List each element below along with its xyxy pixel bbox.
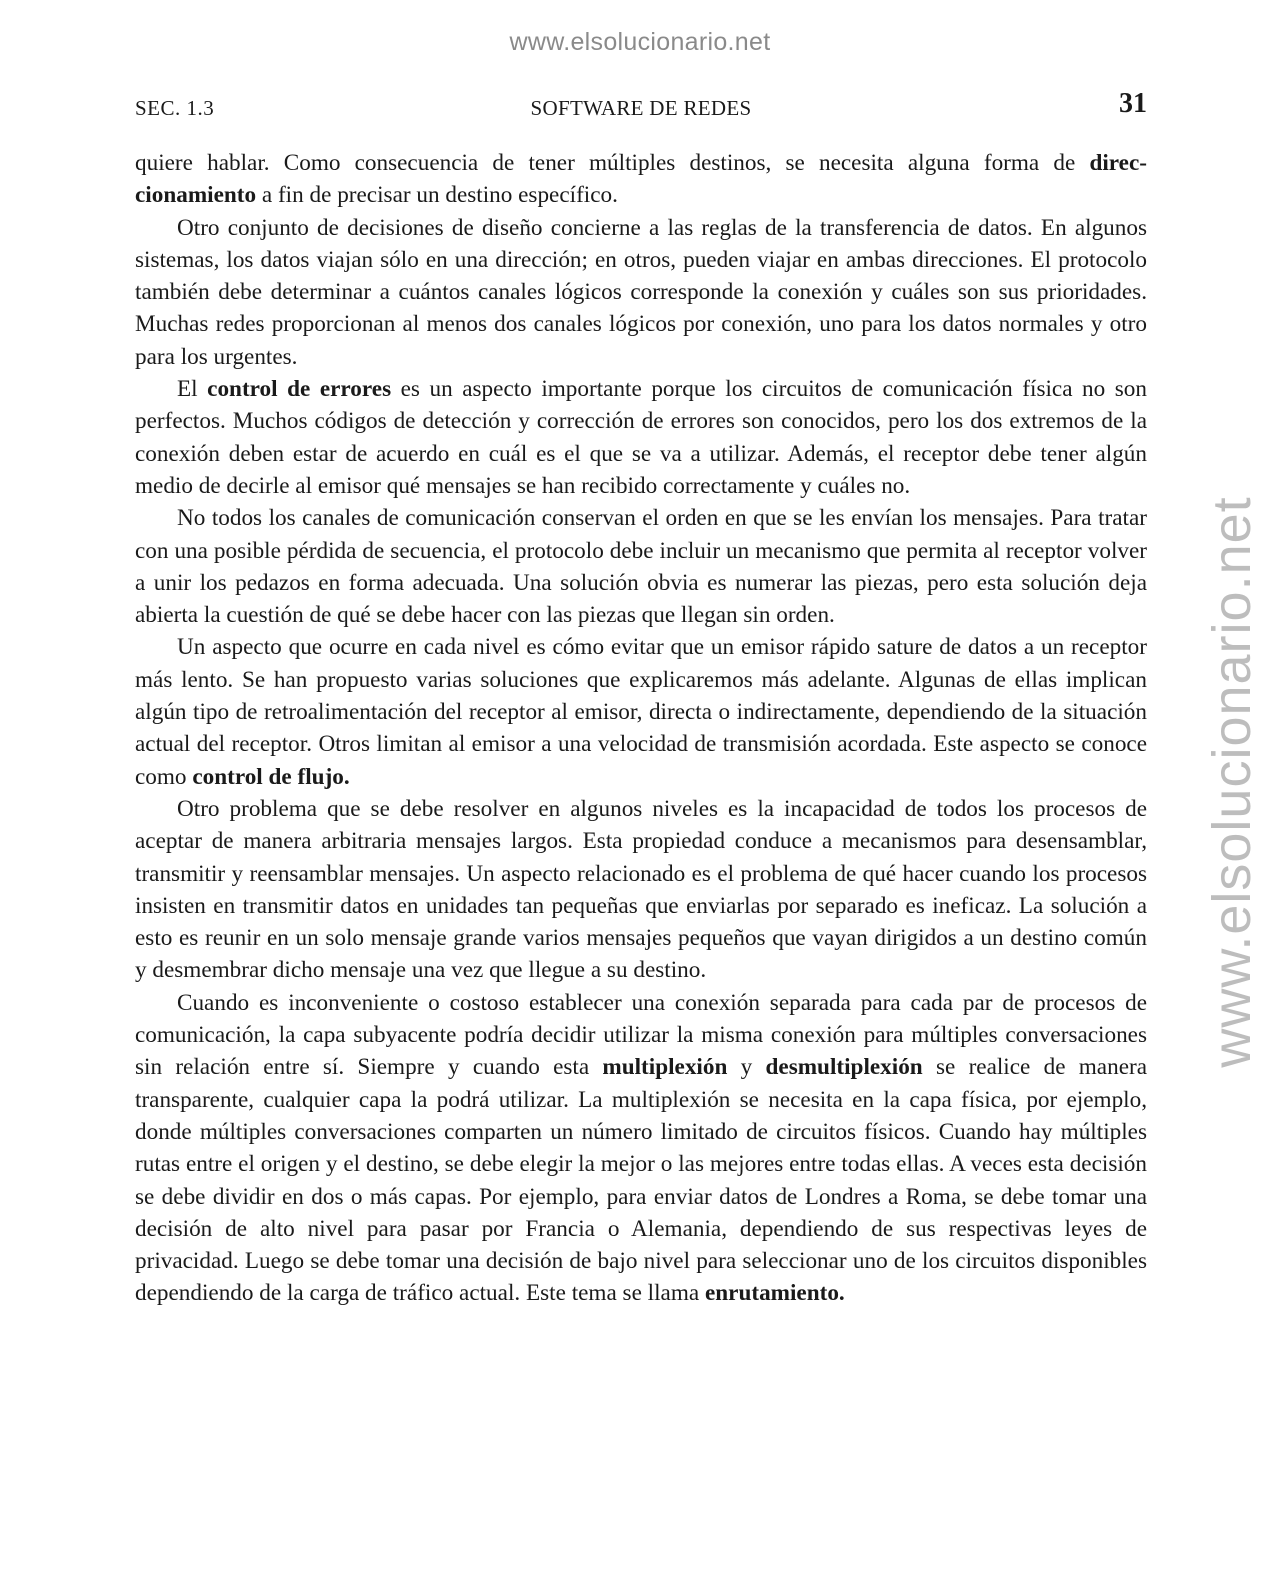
paragraph-5 [135,631,1147,792]
paragraph-3 [135,373,1147,502]
paragraph-text: se realice de manera transparente, cualquier capa la podrá utilizar. La multiplexión se necesita en la capa física, por ejemplo, donde múltiples conversaciones comparten un número limitado de circuitos físicos. Cuando hay múltiples rutas entre el origen y el destino, se debe elegir la mejor o las mejores entre todas ellas. A veces esta decisión se debe dividir en dos o más capas. Por ejemplo, para enviar datos de Londres a Roma, se debe tomar una decisión de alto nivel para pasar por Francia o Alemania, dependiendo de sus respectivas leyes de privacidad. Luego se debe tomar una decisión de bajo nivel para seleccionar uno de los circuitos disponibles dependiendo de la carga de tráfico actual. Este tema se llama [135,1054,1147,1307]
paragraph-4 [135,502,1147,631]
paragraph-6 [135,793,1147,987]
paragraph-2 [135,212,1147,373]
page-number: 31 [1119,88,1147,119]
paragraph-1 [135,147,1147,212]
running-head [135,88,1147,128]
bold-term-multiplexion: multiplexión [602,1054,728,1081]
bold-term-desmultiplexion: desmultiplexión [765,1054,923,1081]
text-body [135,147,1147,1310]
watermark-side: www.elsolucionario.net [1202,496,1262,1068]
paragraph-text: y [727,1054,766,1081]
section-label: SEC. 1.3 [135,96,215,120]
paragraph-text: No todos los canales de comunicación conservan el orden en que se les envían los mensajes. Para tratar con una posible pérdida de secuencia, el protocolo debe incluir un mecanismo que permita al receptor volver a unir los pedazos en forma adecuada. Una solución obvia es numerar las piezas, pero esta solución deja abierta la cuestión de qué se debe hacer con las piezas que llegan sin orden. [135,505,1147,629]
bold-term-control-de-errores: control de errores [207,376,392,403]
bold-term-enrutamiento: enrutamiento. [704,1280,845,1307]
paragraph-text: Un aspecto que ocurre en cada nivel es cómo evitar que un emisor rápido sature de datos a un receptor más lento. Se han propuesto varias soluciones que explicaremos más adelante. Algunas de ellas implican algún tipo de retroalimentación del receptor al emisor, directa o indirectamente, dependiendo de la situación actual del receptor. Otros limitan al emisor a una velocidad de transmisión acordada. Este aspecto se conoce como [135,634,1147,790]
paragraph-text: es un aspecto importante porque los circuitos de comunicación física no son perfectos. Muchos códigos de detección y corrección de errores son conocidos, pero los dos extremos de la conexión deben estar de acuerdo en cuál es el que se va a utilizar. Además, el receptor debe tener algún medio de decirle al emisor qué mensajes se han recibido correctamente y cuáles no. [135,376,1147,499]
paragraph-7 [135,987,1147,1310]
paragraph-text: a fin de precisar un destino específico. [256,182,618,209]
paragraph-text: Otro conjunto de decisiones de diseño concierne a las reglas de la transferencia de datos. En algunos sistemas, los datos viajan sólo en una dirección; en otros, pueden viajar en ambas direcciones. El protocolo también debe determinar a cuántos canales lógicos corresponde la conexión y cuáles son sus prioridades. Muchas redes proporcionan al menos dos canales lógicos por conexión, uno para los datos normales y otro para los urgentes. [135,214,1147,370]
paragraph-text: Cuando es inconveniente o costoso establecer una conexión separada para cada par de procesos de comunicación, la capa subyacente podría decidir utilizar la misma conexión para múltiples conversaciones sin relación entre sí. Siempre y cuando esta [135,989,1147,1081]
paragraph-text: quiere hablar. Como consecuencia de tener múltiples destinos, se necesita alguna forma de [135,150,1090,176]
watermark-top: www.elsolucionario.net [509,28,771,56]
paragraph-text: Otro problema que se debe resolver en algunos niveles es la incapacidad de todos los procesos de aceptar de manera arbitraria mensajes largos. Esta propiedad conduce a mecanismos para desensamblar, transmitir y reensamblar mensajes. Un aspecto relacionado es el problema de qué hacer cuando los procesos insisten en transmitir datos en unidades tan pequeñas que enviarlas por separado es ineficaz. La solución a esto es reunir en un solo mensaje grande varios mensajes pequeños que vayan dirigidos a un destino común y desmembrar dicho mensaje una vez que llegue a su destino. [135,795,1147,984]
bold-term-control-de-flujo: control de flujo. [192,763,350,790]
paragraph-text: El [177,376,208,403]
bold-term-direccionamiento: direccionamiento [135,150,1147,209]
chapter-title: SOFTWARE DE REDES [530,96,752,120]
